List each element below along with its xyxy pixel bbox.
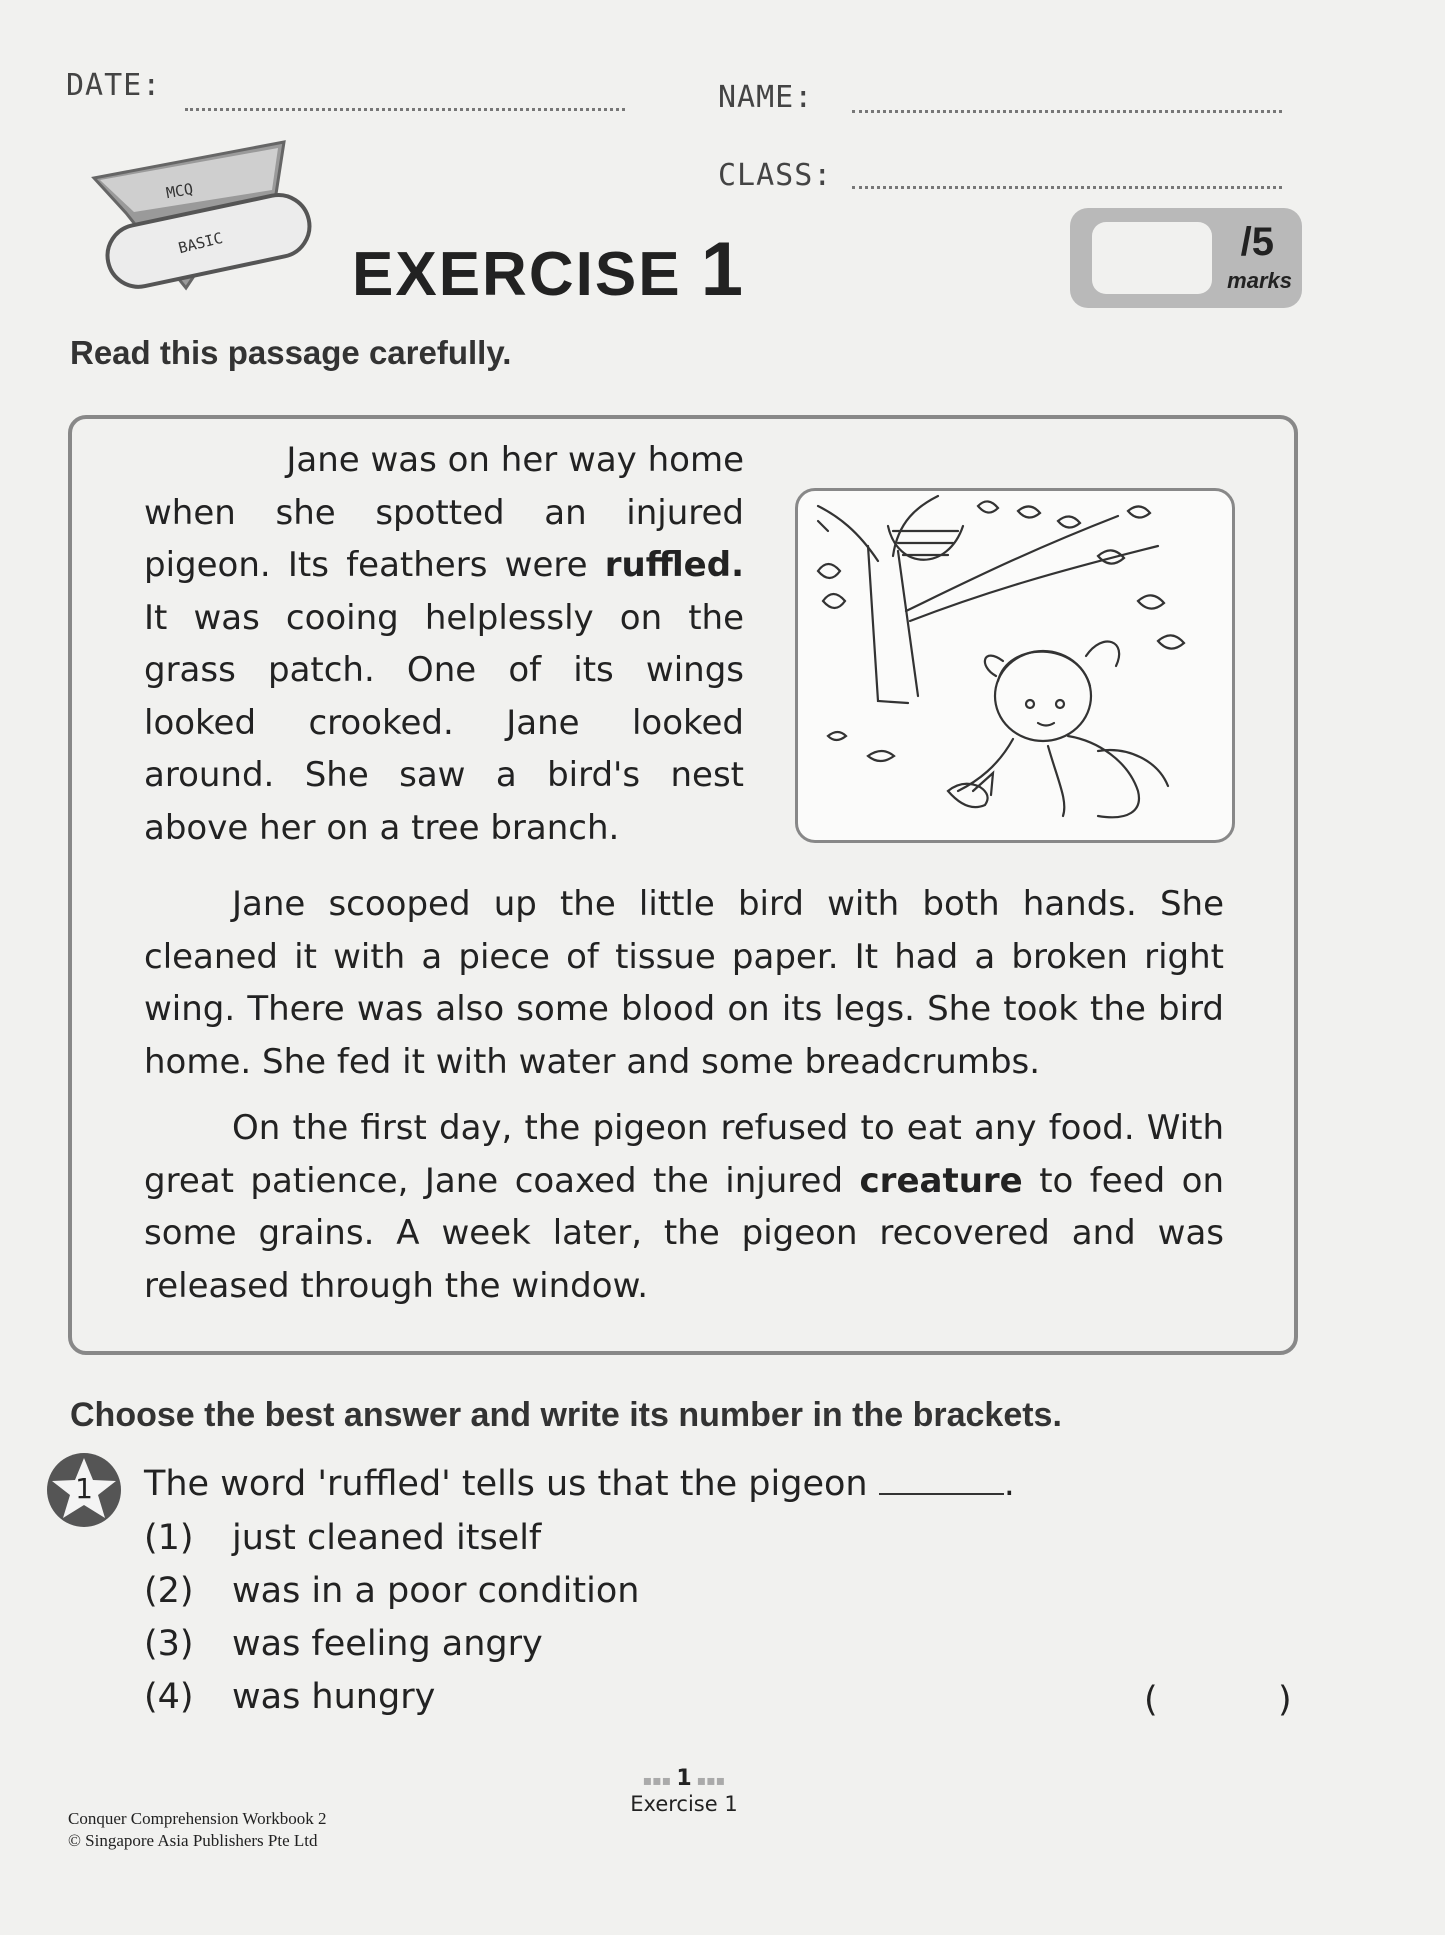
name-field[interactable] <box>852 110 1282 113</box>
option-3 <box>144 1624 543 1664</box>
passage-paragraph-3 <box>144 1102 1224 1312</box>
marks-label: marks <box>1227 268 1292 293</box>
p3-text-after: to feed on some grains. A week later, the pigeon recovered and was released through the window. <box>144 1160 1224 1306</box>
option-text: was in a poor condition <box>232 1571 640 1611</box>
option-number: (3) <box>144 1624 194 1664</box>
page-title <box>352 226 745 313</box>
badge-bottom-label: BASIC <box>176 228 225 258</box>
class-field[interactable] <box>852 186 1282 189</box>
passage-paragraph-1 <box>144 434 744 854</box>
name-label: NAME: <box>718 80 814 115</box>
p3-text-before: On the first day, the pigeon refused to eat any food. With great patience, Jane coaxed the injured <box>144 1108 1224 1201</box>
title-word: EXERCISE <box>352 240 682 309</box>
tree-and-girl-drawing <box>798 491 1235 843</box>
question-number-star-icon <box>44 1450 124 1530</box>
page-dots-left-icon: ▪▪▪ <box>642 1773 672 1789</box>
option-number: (2) <box>144 1571 194 1611</box>
girl-with-pigeon-illustration <box>795 488 1235 843</box>
date-label: DATE: <box>66 68 162 103</box>
page-label: Exercise 1 <box>630 1792 738 1816</box>
word-ruffled: ruffled. <box>604 545 744 585</box>
marks-box <box>1070 208 1302 308</box>
title-number: 1 <box>700 227 746 312</box>
option-2 <box>144 1571 640 1611</box>
question-text <box>144 1464 1015 1504</box>
marks-total: /5 <box>1240 220 1274 264</box>
p1-line: around. She saw a bird's nest <box>144 755 744 795</box>
p1-line <box>144 539 744 592</box>
option-4 <box>144 1677 436 1717</box>
marks-score-area[interactable] <box>1092 222 1212 294</box>
book-title: Conquer Comprehension Workbook 2 <box>68 1809 327 1828</box>
p1-line: Jane was on her way home <box>286 440 744 480</box>
p1-line: grass patch. One of its wings <box>144 650 744 690</box>
word-creature: creature <box>859 1160 1023 1201</box>
option-text: was hungry <box>232 1677 436 1717</box>
option-number: (1) <box>144 1518 194 1558</box>
p1-line: looked crooked. Jane looked <box>144 702 744 743</box>
question-end: . <box>1003 1464 1015 1504</box>
badge-top-label: MCQ <box>164 179 195 203</box>
answer-bracket-close: ) <box>1278 1680 1292 1720</box>
option-text: just cleaned itself <box>232 1518 542 1558</box>
p1-line: when she spotted an injured <box>144 492 744 533</box>
page-number-block <box>624 1766 744 1791</box>
option-1 <box>144 1518 542 1558</box>
answer-input-area[interactable] <box>1170 1680 1270 1728</box>
footer-credits <box>68 1808 327 1852</box>
class-label: CLASS: <box>718 158 833 193</box>
choose-instruction: Choose the best answer and write its number in the brackets. <box>70 1396 1062 1434</box>
option-number: (4) <box>144 1677 194 1717</box>
answer-blank <box>879 1493 1004 1495</box>
option-text: was feeling angry <box>232 1624 543 1664</box>
p1-line: above her on a tree branch. <box>144 807 620 848</box>
p1-line: It was cooing helplessly on the <box>144 597 744 638</box>
page-number: 1 <box>676 1766 692 1791</box>
page-dots-right-icon: ▪▪▪ <box>696 1773 726 1789</box>
mcq-basic-badge <box>86 138 326 298</box>
passage-paragraph-2 <box>144 878 1224 1088</box>
p2-text: Jane scooped up the little bird with both hands. She cleaned it with a piece of tissue paper. It had a broken right wing. There was also some blood on its legs. She took the bird home. She fed it with water and some breadcrumbs. <box>144 884 1224 1082</box>
copyright: © Singapore Asia Publishers Pte Ltd <box>68 1831 318 1850</box>
date-field[interactable] <box>185 108 625 111</box>
read-instruction: Read this passage carefully. <box>70 334 512 371</box>
question-number: 1 <box>75 1472 93 1505</box>
question-stem: The word 'ruffled' tells us that the pigeon <box>144 1464 868 1504</box>
p1-line-text: pigeon. Its feathers were <box>144 545 588 585</box>
answer-bracket-open: ( <box>1144 1680 1158 1720</box>
